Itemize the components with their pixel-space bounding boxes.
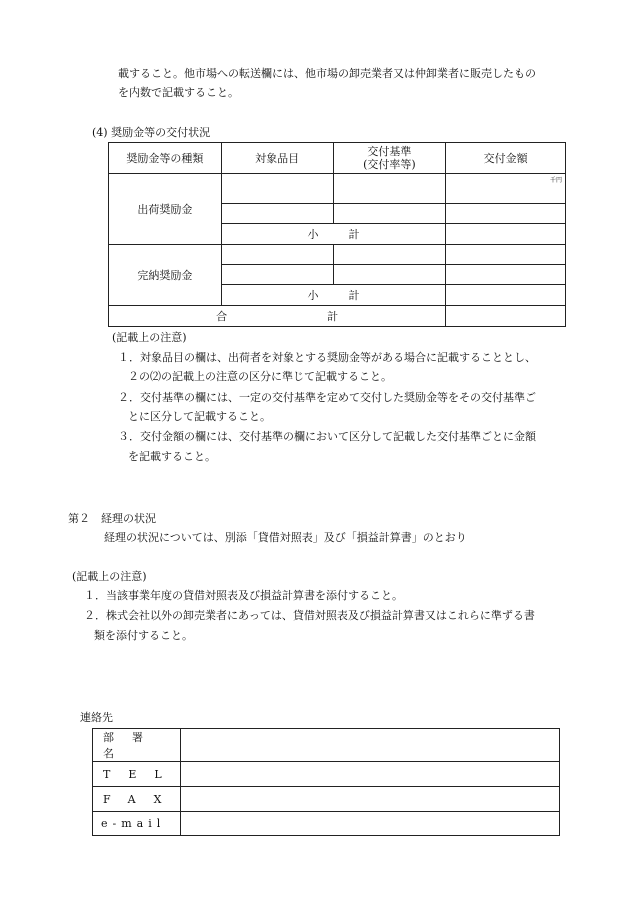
- cell-item: [221, 174, 333, 204]
- cell-amount: [446, 174, 566, 204]
- section4-note-line: ２の⑵の記載上の注意の区分に準じて記載すること。: [128, 370, 392, 383]
- cell-item: [221, 265, 333, 285]
- cell-amount: [446, 204, 566, 224]
- contact-value-fax[interactable]: [180, 787, 559, 812]
- section4-note-line: を記載すること。: [128, 450, 216, 463]
- cell-standard: [333, 204, 446, 224]
- section2-note-line: ２．株式会社以外の卸売業者にあっては、貸借対照表及び損益計算書又はこれらに準ずる書: [84, 609, 535, 622]
- cell-item: [221, 204, 333, 224]
- unit-label: 千円: [549, 177, 562, 184]
- header-standard-line1: 交付基準: [367, 145, 412, 158]
- section4-note-line: ３．交付金額の欄には、交付基準の欄において区分して記載した交付基準ごとに金額: [118, 430, 536, 443]
- cell-amount: [446, 285, 566, 306]
- total-label-b: 計: [327, 310, 339, 323]
- contact-title: 連絡先: [80, 711, 113, 724]
- subtotal-label-a: 小: [307, 289, 319, 302]
- header-amount: 交付金額: [446, 143, 566, 174]
- cell-amount: [446, 245, 566, 265]
- contact-value-email[interactable]: [180, 812, 559, 836]
- header-standard: [333, 143, 446, 174]
- cell-item: [221, 245, 333, 265]
- subtotal-row-payment: [221, 285, 446, 306]
- section2-body: 経理の状況については、別添「貸借対照表」及び「損益計算書」のとおり: [104, 531, 467, 544]
- section2-note-line: １．当該事業年度の貸借対照表及び損益計算書を添付すること。: [84, 589, 403, 602]
- section2-notes-heading: (記載上の注意): [72, 570, 147, 583]
- contact-label-department: 部署名: [93, 729, 181, 762]
- section4-title: (4) 奨励金等の交付状況: [92, 126, 211, 139]
- group-label-payment: 完納奨励金: [109, 245, 222, 306]
- section2-note-line: 類を添付すること。: [94, 629, 193, 642]
- header-item: 対象品目: [221, 143, 333, 174]
- cell-amount: [446, 224, 566, 245]
- subtotal-label-a: 小: [307, 228, 319, 241]
- contact-table: [92, 728, 560, 836]
- cell-amount: [446, 306, 566, 327]
- subtotal-row-shipping: [221, 224, 446, 245]
- contact-value-tel[interactable]: [180, 762, 559, 787]
- intro-line-2: を内数で記載すること。: [118, 86, 239, 99]
- section4-notes-heading: (記載上の注意): [112, 331, 187, 344]
- intro-line-1: 載すること。他市場への転送欄には、他市場の卸売業者又は仲卸業者に販売したもの: [118, 67, 536, 80]
- section4-note-line: １．対象品目の欄は、出荷者を対象とする奨励金等がある場合に記載することとし、: [118, 351, 536, 364]
- subsidy-table: [108, 142, 566, 327]
- contact-label-fax: FAX: [93, 787, 181, 812]
- cell-standard: [333, 265, 446, 285]
- header-standard-line2: (交付率等): [363, 158, 416, 171]
- subtotal-label-b: 計: [348, 289, 360, 302]
- header-type: 奨励金等の種類: [109, 143, 222, 174]
- total-row: [109, 306, 446, 327]
- subtotal-label-b: 計: [348, 228, 360, 241]
- section4-note-line: ２．交付基準の欄には、一定の交付基準を定めて交付した奨励金等をその交付基準ご: [118, 391, 536, 404]
- contact-value-department[interactable]: [180, 729, 559, 762]
- cell-amount: [446, 265, 566, 285]
- cell-standard: [333, 174, 446, 204]
- contact-label-email: e-mail: [93, 812, 181, 836]
- group-label-shipping: 出荷奨励金: [109, 174, 222, 245]
- cell-standard: [333, 245, 446, 265]
- total-label-a: 合: [216, 310, 228, 323]
- contact-label-tel: TEL: [93, 762, 181, 787]
- section4-note-line: とに区分して記載すること。: [128, 410, 271, 423]
- section2-title: 第２ 経理の状況: [68, 512, 156, 525]
